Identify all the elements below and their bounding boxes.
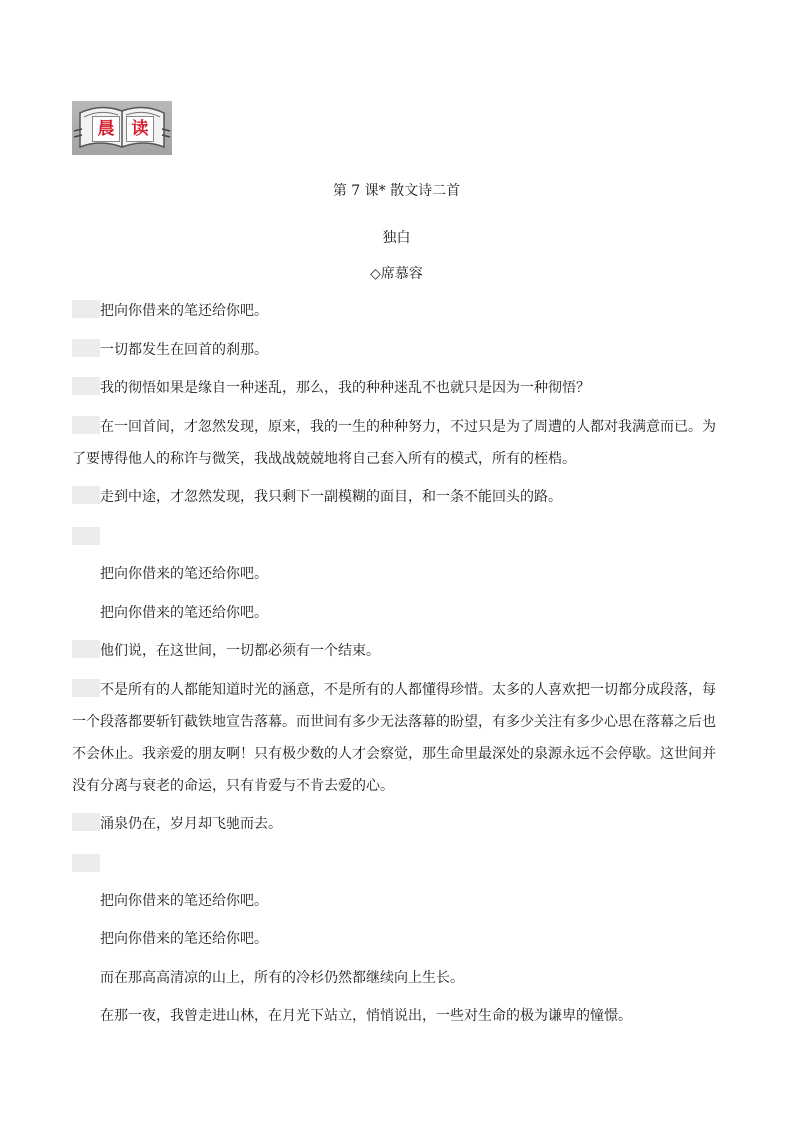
paragraph: 把向你借来的笔还给你吧。 bbox=[72, 295, 722, 327]
paragraph: 他们说，在这世间，一切都必须有一个结束。 bbox=[72, 635, 722, 667]
author-line: ◇席慕容 bbox=[370, 266, 423, 282]
morning-reading-logo bbox=[72, 101, 172, 155]
logo-char-1: 晨 bbox=[92, 116, 120, 142]
paragraph: 在那一夜，我曾走进山林，在月光下站立，悄悄说出，一些对生命的极为谦卑的憧憬。 bbox=[100, 1008, 632, 1024]
open-book-icon bbox=[72, 101, 172, 155]
paragraph: 而在那高高清凉的山上，所有的冷杉仍然都继续向上生长。 bbox=[100, 970, 464, 986]
lesson-title: 第 7 课* 散文诗二首 bbox=[332, 183, 461, 199]
paragraph: 把向你借来的笔还给你吧。 bbox=[100, 605, 268, 621]
paragraph: 涌泉仍在，岁月却飞驰而去。 bbox=[72, 808, 722, 840]
paragraph: 走到中途，才忽然发现，我只剩下一副模糊的面目，和一条不能回头的路。 bbox=[72, 481, 722, 513]
paragraph: 把向你借来的笔还给你吧。 bbox=[100, 893, 268, 909]
paragraph: 不是所有的人都能知道时光的涵意，不是所有的人都懂得珍惜。太多的人喜欢把一切都分成段落，每一个段落都要斩钉截铁地宣告落幕。而世间有多少无法落幕的盼望，有多少关注有多少心思在落幕之后也不会休止。我亲爱的朋友啊！只有极少数的人才会察觉，那生命里最深处的泉源永远不会停歇。这世间并没有分离与衰老的命运，只有肯爱与不肯去爱的心。 bbox=[72, 674, 722, 802]
logo-char-2: 读 bbox=[126, 116, 154, 142]
poem-title: 独白 bbox=[382, 230, 411, 246]
paragraph: 把向你借来的笔还给你吧。 bbox=[100, 566, 268, 582]
paragraph: 一切都发生在回首的刹那。 bbox=[72, 334, 722, 366]
blank-line bbox=[72, 527, 100, 545]
paragraph: 在一回首间，才忽然发现，原来，我的一生的种种努力，不过只是为了周遭的人都对我满意而已。为了要博得他人的称许与微笑，我战战兢兢地将自己套入所有的模式，所有的桎梏。 bbox=[72, 411, 722, 475]
paragraph: 我的彻悟如果是缘自一种迷乱，那么，我的种种迷乱不也就只是因为一种彻悟？ bbox=[72, 372, 722, 404]
blank-line bbox=[72, 854, 100, 872]
paragraph: 把向你借来的笔还给你吧。 bbox=[100, 931, 268, 947]
